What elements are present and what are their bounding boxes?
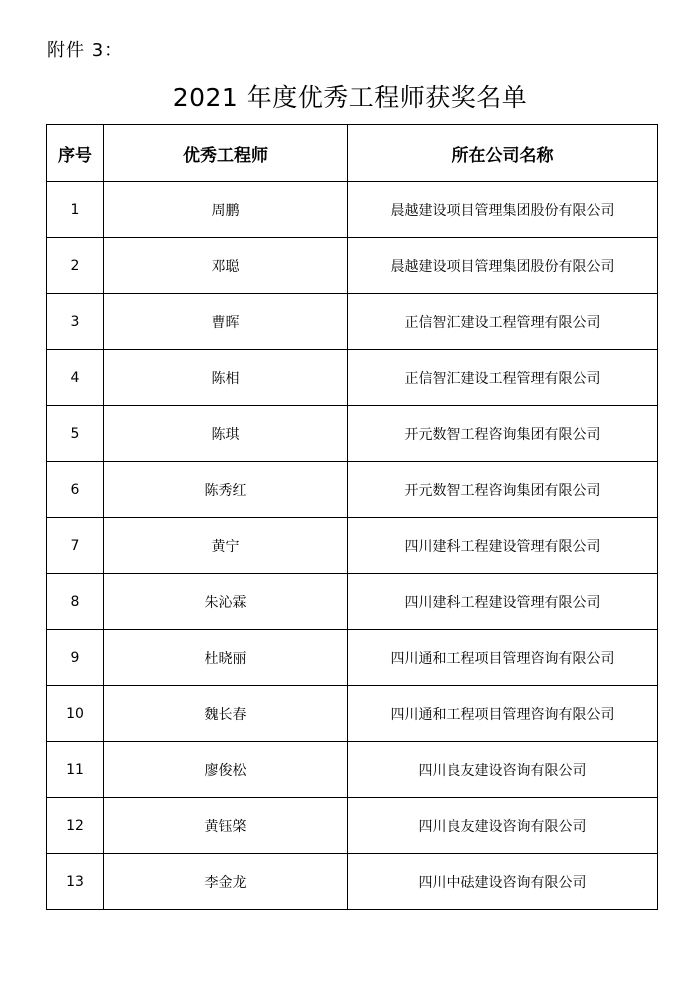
cell-company-name: 晨越建设项目管理集团股份有限公司 — [348, 238, 658, 294]
cell-engineer-name: 黄钰棨 — [104, 798, 348, 854]
table-row — [47, 574, 658, 630]
cell-company-name: 晨越建设项目管理集团股份有限公司 — [348, 182, 658, 238]
table-header-row — [47, 125, 658, 182]
cell-serial-number: 2 — [47, 238, 104, 294]
table-row — [47, 350, 658, 406]
cell-serial-number: 5 — [47, 406, 104, 462]
cell-company-name: 四川通和工程项目管理咨询有限公司 — [348, 686, 658, 742]
cell-serial-number: 11 — [47, 742, 104, 798]
cell-engineer-name: 李金龙 — [104, 854, 348, 910]
cell-company-name: 正信智汇建设工程管理有限公司 — [348, 294, 658, 350]
table-row — [47, 518, 658, 574]
award-table — [46, 124, 658, 910]
cell-engineer-name: 陈相 — [104, 350, 348, 406]
table-row — [47, 462, 658, 518]
cell-company-name: 四川建科工程建设管理有限公司 — [348, 574, 658, 630]
table-row — [47, 742, 658, 798]
cell-serial-number: 1 — [47, 182, 104, 238]
cell-engineer-name: 朱沁霖 — [104, 574, 348, 630]
cell-company-name: 开元数智工程咨询集团有限公司 — [348, 406, 658, 462]
table-row — [47, 630, 658, 686]
table-row — [47, 798, 658, 854]
cell-engineer-name: 杜晓丽 — [104, 630, 348, 686]
cell-serial-number: 6 — [47, 462, 104, 518]
cell-serial-number: 3 — [47, 294, 104, 350]
cell-serial-number: 8 — [47, 574, 104, 630]
table-row — [47, 406, 658, 462]
cell-engineer-name: 魏长春 — [104, 686, 348, 742]
cell-engineer-name: 黄宁 — [104, 518, 348, 574]
cell-engineer-name: 陈琪 — [104, 406, 348, 462]
cell-company-name: 四川建科工程建设管理有限公司 — [348, 518, 658, 574]
header-company-name: 所在公司名称 — [348, 125, 658, 182]
table-row — [47, 294, 658, 350]
cell-serial-number: 12 — [47, 798, 104, 854]
cell-serial-number: 4 — [47, 350, 104, 406]
cell-engineer-name: 曹晖 — [104, 294, 348, 350]
table-row — [47, 686, 658, 742]
cell-serial-number: 10 — [47, 686, 104, 742]
cell-company-name: 四川良友建设咨询有限公司 — [348, 742, 658, 798]
cell-company-name: 正信智汇建设工程管理有限公司 — [348, 350, 658, 406]
page-title: 2021 年度优秀工程师获奖名单 — [172, 83, 528, 112]
header-engineer-name: 优秀工程师 — [104, 125, 348, 182]
cell-engineer-name: 廖俊松 — [104, 742, 348, 798]
cell-company-name: 四川良友建设咨询有限公司 — [348, 798, 658, 854]
cell-serial-number: 9 — [47, 630, 104, 686]
header-serial-number: 序号 — [47, 125, 104, 182]
cell-company-name: 开元数智工程咨询集团有限公司 — [348, 462, 658, 518]
attachment-label: 附件 3： — [47, 40, 124, 61]
cell-serial-number: 7 — [47, 518, 104, 574]
table-row — [47, 182, 658, 238]
cell-company-name: 四川中砝建设咨询有限公司 — [348, 854, 658, 910]
table-row — [47, 854, 658, 910]
cell-serial-number: 13 — [47, 854, 104, 910]
cell-engineer-name: 邓聪 — [104, 238, 348, 294]
cell-company-name: 四川通和工程项目管理咨询有限公司 — [348, 630, 658, 686]
table-row — [47, 238, 658, 294]
cell-engineer-name: 周鹏 — [104, 182, 348, 238]
cell-engineer-name: 陈秀红 — [104, 462, 348, 518]
